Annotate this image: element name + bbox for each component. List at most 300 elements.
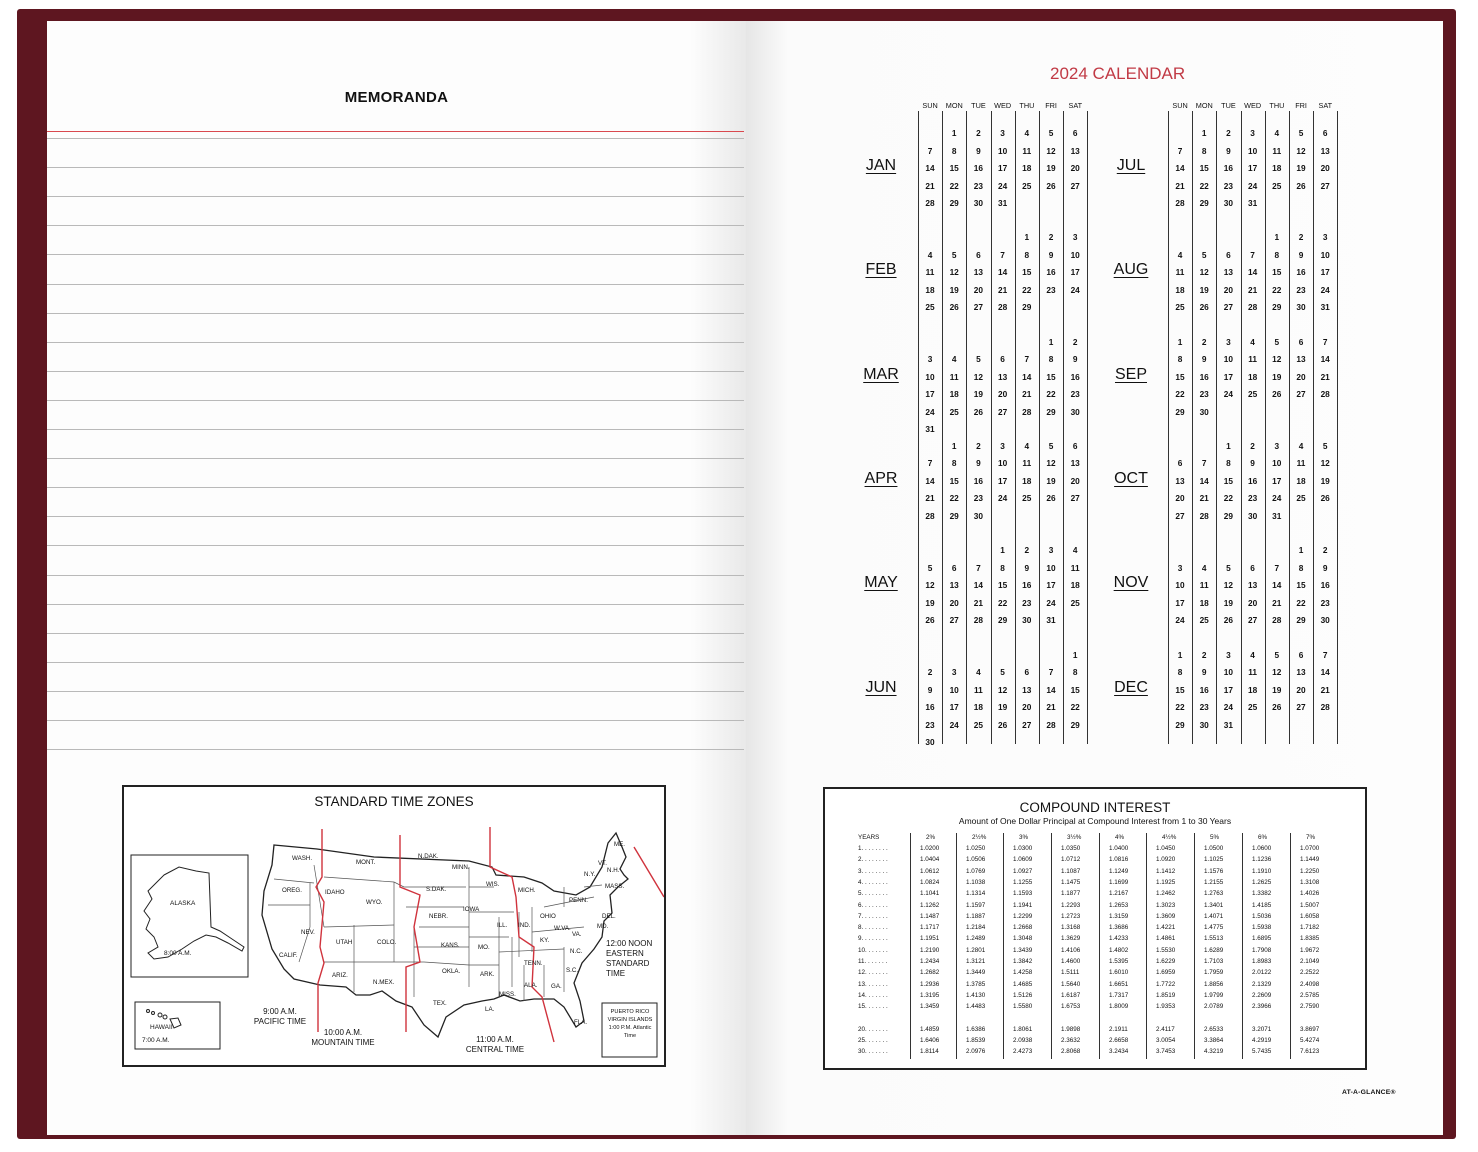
calendar-day: 7 bbox=[927, 458, 933, 469]
calendar-day: 15 bbox=[1070, 684, 1080, 695]
calendar-title: 2024 CALENDAR bbox=[1050, 64, 1186, 83]
calendar-day: 10 bbox=[1175, 580, 1185, 591]
calendar-day: 13 bbox=[1296, 354, 1306, 365]
table-row-year: 14. . . . . . . bbox=[858, 991, 888, 999]
calendar-day: 10 bbox=[925, 371, 935, 382]
table-row-year: 5. . . . . . . . bbox=[858, 890, 888, 898]
calendar-day: 20 bbox=[1022, 702, 1032, 712]
table-cell: 3.2434 bbox=[1109, 1048, 1129, 1056]
table-cell: 1.2434 bbox=[920, 958, 940, 965]
calendar-day: 4 bbox=[1072, 545, 1078, 556]
calendar-day: 20 bbox=[1070, 163, 1080, 173]
table-cell: 2.0122 bbox=[1252, 969, 1272, 977]
calendar-day: 27 bbox=[1296, 702, 1306, 712]
calendar-day: 24 bbox=[1070, 284, 1080, 295]
table-cell: 1.3459 bbox=[920, 1003, 940, 1011]
table-column-rule bbox=[1099, 833, 1100, 1059]
day-header: WED bbox=[994, 101, 1012, 110]
calendar-day: 1 bbox=[1048, 336, 1054, 347]
calendar-day: 30 bbox=[973, 198, 983, 208]
time-zones-panel bbox=[122, 785, 666, 1067]
calendar-day: 3 bbox=[951, 667, 957, 677]
table-cell: 1.5513 bbox=[1204, 935, 1224, 943]
table-column-rule bbox=[1146, 833, 1147, 1059]
calendar-day: 11 bbox=[1199, 580, 1209, 591]
calendar-day: 11 bbox=[1070, 562, 1080, 573]
calendar-day: 22 bbox=[1175, 389, 1185, 400]
calendar-day: 8 bbox=[1177, 667, 1183, 677]
calendar-day: 28 bbox=[1175, 198, 1185, 208]
calendar-day: 29 bbox=[997, 615, 1008, 626]
table-cell: 1.0200 bbox=[920, 845, 940, 852]
table-cell: 1.6058 bbox=[1300, 912, 1320, 920]
table-cell: 2.2609 bbox=[1252, 991, 1272, 999]
calendar-day: 29 bbox=[949, 198, 959, 208]
table-header: 5% bbox=[1210, 834, 1220, 841]
eastern-time-label: 12:00 NOON EASTERN STANDARD TIME bbox=[606, 939, 653, 978]
calendar-day: 6 bbox=[1298, 336, 1304, 347]
calendar-day: 1 bbox=[951, 440, 957, 451]
calendar-day: 17 bbox=[925, 389, 935, 400]
calendar-day: 13 bbox=[1223, 267, 1233, 278]
table-cell: 2.3966 bbox=[1252, 1003, 1272, 1011]
table-cell: 1.5111 bbox=[1061, 969, 1080, 977]
calendar-day: 3 bbox=[1177, 562, 1183, 573]
calendar-day: 19 bbox=[1272, 371, 1282, 382]
table-cell: 1.1041 bbox=[920, 890, 940, 898]
calendar-column-rule bbox=[966, 111, 967, 744]
calendar-column-rule bbox=[1265, 111, 1266, 744]
table-row-year: 13. . . . . . . bbox=[858, 980, 888, 988]
calendar-day: 30 bbox=[1247, 510, 1258, 521]
calendar-day: 15 bbox=[1046, 371, 1056, 382]
table-column-rule bbox=[1194, 833, 1195, 1059]
calendar-day: 3 bbox=[1322, 232, 1328, 243]
calendar-day: 17 bbox=[1223, 684, 1233, 695]
calendar-day: 28 bbox=[997, 302, 1008, 313]
calendar-day: 26 bbox=[1296, 180, 1306, 191]
calendar-day: 10 bbox=[1070, 249, 1080, 260]
hawaii-time-label: 7:00 A.M. bbox=[142, 1037, 170, 1044]
month-label: APR bbox=[864, 469, 898, 487]
state-label: VT. bbox=[598, 860, 607, 867]
table-row-year: 25. . . . . . . bbox=[858, 1036, 888, 1044]
calendar-day: 6 bbox=[1000, 354, 1005, 365]
calendar-day: 24 bbox=[1272, 493, 1282, 504]
table-cell: 1.0816 bbox=[1109, 856, 1129, 864]
memo-rule bbox=[47, 662, 744, 663]
calendar-day: 29 bbox=[1175, 719, 1185, 730]
table-cell: 4.3219 bbox=[1204, 1048, 1224, 1056]
calendar-day: 13 bbox=[1247, 580, 1258, 591]
calendar-day: 5 bbox=[1048, 128, 1054, 138]
table-cell: 2.6533 bbox=[1204, 1025, 1224, 1033]
calendar-day: 22 bbox=[1272, 284, 1282, 295]
calendar-day: 25 bbox=[949, 406, 959, 417]
day-header: SUN bbox=[1172, 101, 1188, 110]
calendar-day: 15 bbox=[1022, 267, 1032, 278]
calendar-day: 8 bbox=[1024, 249, 1030, 260]
table-cell: 1.8856 bbox=[1204, 980, 1224, 988]
table-cell: 2.4098 bbox=[1300, 980, 1320, 988]
calendar-day: 28 bbox=[973, 615, 983, 626]
calendar-day: 7 bbox=[1322, 649, 1328, 660]
calendar-day: 7 bbox=[927, 145, 933, 156]
table-cell: 1.7182 bbox=[1300, 924, 1320, 932]
table-cell: 2.0938 bbox=[1013, 1036, 1033, 1044]
state-label: FLA. bbox=[574, 1019, 588, 1026]
calendar-day: 4 bbox=[1298, 440, 1304, 451]
month-label: DEC bbox=[1114, 678, 1148, 696]
table-cell: 1.1449 bbox=[1300, 856, 1320, 864]
calendar-day: 23 bbox=[973, 180, 983, 191]
calendar-day: 17 bbox=[1320, 267, 1330, 278]
table-header: 3½% bbox=[1067, 834, 1082, 841]
calendar-day: 31 bbox=[1320, 302, 1330, 313]
calendar-day: 29 bbox=[1272, 302, 1282, 313]
calendar-day: 16 bbox=[973, 163, 983, 173]
state-label: ME. bbox=[614, 841, 626, 848]
calendar-day: 17 bbox=[997, 163, 1008, 173]
table-cell: 1.1910 bbox=[1252, 867, 1272, 875]
table-cell: 1.0400 bbox=[1109, 845, 1129, 852]
calendar-day: 6 bbox=[976, 249, 981, 260]
month-label: JUN bbox=[865, 678, 897, 696]
calendar-day: 16 bbox=[925, 702, 935, 712]
day-header: WED bbox=[1244, 101, 1262, 110]
calendar-day: 18 bbox=[1022, 163, 1032, 173]
table-cell: 1.1941 bbox=[1013, 901, 1033, 909]
calendar-day: 23 bbox=[1223, 180, 1233, 191]
calendar-day: 1 bbox=[1072, 649, 1078, 660]
table-cell: 1.0769 bbox=[966, 867, 986, 875]
calendar-day: 9 bbox=[1201, 667, 1207, 677]
table-cell: 1.1314 bbox=[966, 890, 986, 898]
calendar-day: 28 bbox=[1199, 510, 1209, 521]
calendar-day: 29 bbox=[1223, 510, 1233, 521]
calendar-day: 4 bbox=[1201, 562, 1207, 573]
table-cell: 1.0927 bbox=[1013, 867, 1033, 875]
calendar-day: 13 bbox=[1320, 145, 1330, 156]
calendar-day: 19 bbox=[1223, 597, 1233, 608]
calendar-day: 2 bbox=[1048, 232, 1054, 243]
calendar-day: 20 bbox=[997, 389, 1008, 400]
table-cell: 1.1593 bbox=[1013, 890, 1033, 898]
calendar-day: 12 bbox=[1272, 354, 1282, 365]
table-cell: 1.8114 bbox=[920, 1048, 939, 1056]
calendar-day: 11 bbox=[1272, 145, 1282, 156]
month-label: MAR bbox=[863, 365, 899, 383]
calendar-day: 27 bbox=[997, 406, 1008, 417]
table-row-year: 15. . . . . . . bbox=[858, 1003, 888, 1011]
calendar-day: 14 bbox=[1272, 580, 1282, 591]
calendar-day: 26 bbox=[973, 406, 983, 417]
calendar-day: 3 bbox=[1226, 649, 1231, 660]
calendar-day: 27 bbox=[1070, 493, 1080, 504]
table-cell: 1.2167 bbox=[1109, 890, 1129, 898]
calendar-day: 4 bbox=[1024, 440, 1030, 451]
calendar-day: 9 bbox=[1298, 249, 1304, 260]
calendar-day: 2 bbox=[1250, 440, 1255, 451]
calendar-day: 24 bbox=[925, 406, 935, 417]
memo-rule bbox=[47, 575, 744, 576]
calendar-day: 25 bbox=[1199, 615, 1209, 626]
calendar-day: 12 bbox=[997, 684, 1008, 695]
calendar-day: 16 bbox=[1223, 163, 1233, 173]
table-cell: 2.7590 bbox=[1300, 1003, 1320, 1011]
table-header: 2½% bbox=[972, 834, 987, 841]
calendar-day: 10 bbox=[1247, 145, 1258, 156]
calendar-day: 26 bbox=[997, 719, 1008, 730]
table-cell: 1.1487 bbox=[920, 912, 940, 920]
calendar-column-rule bbox=[918, 111, 919, 744]
calendar-day: 28 bbox=[1022, 406, 1032, 417]
calendar-day: 4 bbox=[1274, 128, 1280, 138]
table-cell: 1.4106 bbox=[1061, 946, 1081, 954]
calendar-day: 16 bbox=[1022, 580, 1032, 591]
calendar-day: 8 bbox=[1177, 354, 1183, 365]
calendar-day: 29 bbox=[1022, 302, 1032, 313]
table-cell: 1.5395 bbox=[1109, 958, 1129, 965]
calendar-day: 21 bbox=[925, 493, 935, 504]
table-cell: 1.0350 bbox=[1061, 845, 1081, 852]
calendar-day: 29 bbox=[1070, 719, 1080, 730]
calendar-day: 20 bbox=[1296, 371, 1306, 382]
table-cell: 1.8061 bbox=[1013, 1025, 1033, 1033]
calendar-day: 15 bbox=[949, 163, 959, 173]
calendar-day: 2 bbox=[1201, 649, 1207, 660]
calendar-day: 24 bbox=[1247, 180, 1258, 191]
table-cell: 1.0824 bbox=[920, 878, 940, 886]
table-header: 4% bbox=[1115, 834, 1125, 841]
table-cell: 1.3159 bbox=[1109, 912, 1129, 920]
calendar-day: 2 bbox=[1024, 545, 1030, 556]
calendar-day: 2 bbox=[1298, 232, 1304, 243]
calendar-day: 29 bbox=[949, 510, 959, 521]
calendar-day: 23 bbox=[1296, 284, 1306, 295]
hawaii-label: HAWAII bbox=[150, 1024, 173, 1031]
state-label: NEBR. bbox=[429, 913, 448, 920]
calendar-day: 16 bbox=[1046, 267, 1056, 278]
calendar-day: 23 bbox=[1046, 284, 1056, 295]
day-header: SUN bbox=[922, 101, 938, 110]
calendar-day: 8 bbox=[1274, 249, 1280, 260]
calendar-day: 5 bbox=[1226, 562, 1231, 573]
memo-rule bbox=[47, 720, 744, 721]
calendar-day: 16 bbox=[1296, 267, 1306, 278]
memo-rule bbox=[47, 225, 744, 226]
calendar-day: 9 bbox=[1250, 458, 1255, 469]
calendar-day: 1 bbox=[1298, 545, 1304, 556]
calendar-day: 22 bbox=[1223, 493, 1233, 504]
calendar-day: 17 bbox=[1223, 371, 1233, 382]
calendar-day: 6 bbox=[1072, 440, 1078, 451]
calendar-day: 23 bbox=[1070, 389, 1080, 400]
calendar-day: 25 bbox=[925, 302, 935, 313]
calendar-day: 22 bbox=[1175, 702, 1185, 712]
table-header: 7% bbox=[1306, 834, 1316, 841]
table-cell: 1.4130 bbox=[966, 991, 986, 999]
table-cell: 1.0450 bbox=[1156, 845, 1176, 852]
table-column-rule bbox=[1290, 833, 1291, 1059]
table-cell: 1.3686 bbox=[1109, 924, 1129, 932]
calendar-day: 22 bbox=[1296, 597, 1306, 608]
table-cell: 1.6010 bbox=[1109, 969, 1129, 977]
calendar-day: 25 bbox=[1022, 180, 1032, 191]
table-cell: 1.5126 bbox=[1013, 991, 1033, 999]
table-cell: 1.3449 bbox=[966, 969, 986, 977]
memo-rule bbox=[47, 167, 744, 168]
table-cell: 3.2071 bbox=[1252, 1025, 1272, 1033]
calendar-day: 30 bbox=[925, 737, 935, 747]
brand-logo: AT-A-GLANCE® bbox=[1342, 1089, 1396, 1096]
table-cell: 1.7103 bbox=[1204, 958, 1224, 965]
table-cell: 1.7959 bbox=[1204, 969, 1224, 977]
calendar-day: 30 bbox=[1022, 615, 1032, 626]
table-cell: 3.0054 bbox=[1156, 1036, 1176, 1044]
calendar-day: 22 bbox=[1046, 389, 1056, 400]
calendar-day: 12 bbox=[1320, 458, 1330, 469]
calendar-day: 3 bbox=[1048, 545, 1054, 556]
memoranda-title: MEMORANDA bbox=[344, 89, 449, 106]
state-label: TENN. bbox=[524, 960, 543, 967]
table-cell: 1.4802 bbox=[1109, 946, 1129, 954]
calendar-day: 19 bbox=[1272, 684, 1282, 695]
state-label: DEL. bbox=[602, 913, 616, 920]
calendar-day: 28 bbox=[925, 510, 935, 521]
calendar-day: 30 bbox=[1070, 406, 1080, 417]
calendar-day: 24 bbox=[1223, 702, 1233, 712]
calendar-day: 19 bbox=[925, 597, 935, 608]
memo-rule bbox=[47, 545, 744, 546]
calendar-day: 25 bbox=[973, 719, 983, 730]
state-label: N.MEX. bbox=[373, 979, 395, 986]
table-cell: 1.9898 bbox=[1061, 1025, 1081, 1033]
day-header: MON bbox=[1195, 101, 1213, 110]
calendar-day: 14 bbox=[1320, 354, 1330, 365]
calendar-day: 21 bbox=[1046, 702, 1056, 712]
calendar-day: 24 bbox=[997, 180, 1008, 191]
table-cell: 2.4273 bbox=[1013, 1048, 1033, 1056]
table-cell: 1.0712 bbox=[1061, 856, 1081, 864]
table-cell: 1.5938 bbox=[1252, 924, 1272, 932]
calendar-day: 18 bbox=[949, 389, 959, 400]
calendar-day: 12 bbox=[1046, 145, 1056, 156]
month-label: FEB bbox=[865, 261, 897, 279]
table-cell: 1.8983 bbox=[1252, 958, 1272, 965]
calendar-day: 30 bbox=[1199, 406, 1209, 417]
table-cell: 1.3629 bbox=[1061, 935, 1081, 943]
calendar-day: 3 bbox=[1072, 232, 1078, 243]
calendar-day: 19 bbox=[1296, 163, 1306, 173]
calendar-day: 21 bbox=[973, 597, 983, 608]
table-cell: 1.4483 bbox=[966, 1003, 986, 1011]
calendar-day: 15 bbox=[1272, 267, 1282, 278]
calendar-day: 6 bbox=[1322, 128, 1328, 138]
table-cell: 1.0612 bbox=[920, 867, 940, 875]
state-label: ARIZ. bbox=[332, 972, 348, 979]
table-cell: 2.3632 bbox=[1061, 1036, 1081, 1044]
calendar-day: 17 bbox=[1247, 163, 1258, 173]
calendar-day: 16 bbox=[1320, 580, 1330, 591]
calendar-day: 9 bbox=[1024, 562, 1030, 573]
table-cell: 1.1576 bbox=[1204, 867, 1224, 875]
calendar-day: 31 bbox=[997, 198, 1008, 208]
calendar-day: 11 bbox=[949, 371, 959, 382]
table-row-year: 10. . . . . . . bbox=[858, 946, 888, 954]
calendar-day: 27 bbox=[1070, 180, 1080, 191]
calendar-day: 24 bbox=[1320, 284, 1330, 295]
calendar-day: 6 bbox=[951, 562, 957, 573]
calendar-day: 7 bbox=[1250, 249, 1255, 260]
state-label: NEV. bbox=[301, 929, 315, 936]
calendar-day: 3 bbox=[1274, 440, 1280, 451]
state-label: CALIF. bbox=[279, 952, 298, 959]
table-cell: 1.5640 bbox=[1061, 980, 1081, 988]
table-cell: 4.2919 bbox=[1252, 1036, 1272, 1044]
table-cell: 2.0789 bbox=[1204, 1003, 1224, 1011]
memo-rule bbox=[47, 633, 744, 634]
calendar-day: 14 bbox=[1046, 684, 1056, 695]
calendar-day: 10 bbox=[997, 458, 1008, 469]
compound-interest-subtitle: Amount of One Dollar Principal at Compound Interest from 1 to 30 Years bbox=[958, 816, 1232, 826]
calendar-day: 12 bbox=[949, 267, 959, 278]
calendar-day: 21 bbox=[925, 180, 935, 191]
table-cell: 1.1699 bbox=[1109, 878, 1129, 886]
calendar-day: 24 bbox=[1046, 597, 1056, 608]
calendar-column-rule bbox=[1216, 111, 1217, 744]
table-cell: 1.2682 bbox=[920, 969, 940, 977]
calendar-day: 14 bbox=[1022, 371, 1032, 382]
calendar-day: 4 bbox=[1024, 128, 1030, 138]
memo-rule bbox=[47, 516, 744, 517]
calendar-day: 21 bbox=[1320, 684, 1330, 695]
calendar-day: 7 bbox=[1000, 249, 1005, 260]
calendar-day: 12 bbox=[1272, 667, 1282, 677]
calendar-day: 11 bbox=[1022, 145, 1032, 156]
calendar-day: 16 bbox=[1247, 475, 1258, 486]
table-cell: 1.4861 bbox=[1156, 935, 1176, 943]
calendar-day: 22 bbox=[997, 597, 1008, 608]
calendar-day: 6 bbox=[1177, 458, 1183, 469]
pacific-time-label: 9:00 A.M. PACIFIC TIME bbox=[253, 1007, 307, 1026]
table-row-year: 8. . . . . . . . bbox=[858, 924, 888, 932]
table-header: 3% bbox=[1019, 834, 1029, 841]
month-label: AUG bbox=[1113, 261, 1149, 279]
month-label: JAN bbox=[865, 157, 897, 174]
table-cell: 1.1717 bbox=[920, 924, 940, 932]
state-label: MD. bbox=[597, 923, 609, 930]
table-cell: 1.2462 bbox=[1156, 890, 1176, 898]
calendar-day: 21 bbox=[1272, 597, 1282, 608]
memo-rule bbox=[47, 604, 744, 605]
table-cell: 1.2801 bbox=[966, 946, 986, 954]
table-cell: 1.3401 bbox=[1204, 901, 1224, 909]
calendar-day: 18 bbox=[1022, 475, 1032, 486]
calendar-day: 28 bbox=[1272, 615, 1282, 626]
table-cell: 1.3609 bbox=[1156, 912, 1176, 920]
calendar-day: 9 bbox=[976, 145, 981, 156]
calendar-day: 3 bbox=[1000, 440, 1005, 451]
calendar-day: 9 bbox=[1226, 145, 1231, 156]
calendar-day: 10 bbox=[1223, 667, 1233, 677]
calendar-day: 13 bbox=[1175, 475, 1185, 486]
calendar-day: 20 bbox=[1175, 493, 1185, 504]
table-cell: 1.0609 bbox=[1013, 856, 1033, 864]
table-cell: 1.2293 bbox=[1061, 901, 1081, 909]
calendar-column-rule bbox=[1289, 111, 1290, 744]
day-header: FRI bbox=[1045, 101, 1057, 110]
